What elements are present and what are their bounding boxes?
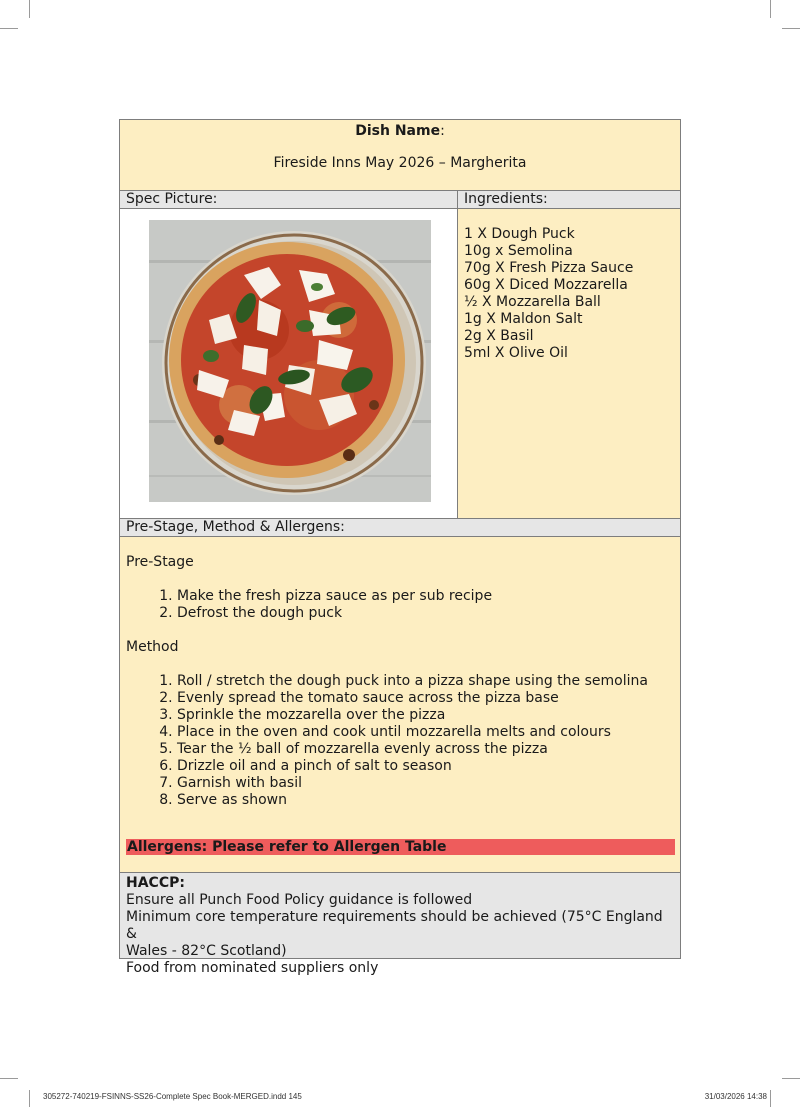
method-step: 6. Drizzle oil and a pinch of salt to season <box>177 758 674 775</box>
method-section-header: Pre-Stage, Method & Allergens: <box>120 519 680 537</box>
haccp-line: Ensure all Punch Food Policy guidance is followed <box>126 892 473 908</box>
crop-mark <box>0 28 18 29</box>
prestage-title: Pre-Stage <box>126 554 194 570</box>
prestage-step: 1. Make the fresh pizza sauce as per sub recipe <box>177 588 674 605</box>
ingredient-item: 70g X Fresh Pizza Sauce <box>464 260 634 276</box>
ingredient-item: ½ X Mozzarella Ball <box>464 294 601 310</box>
prestage-list <box>126 588 674 622</box>
method-step: 2. Evenly spread the tomato sauce across the pizza base <box>177 690 674 707</box>
prestage-step: 2. Defrost the dough puck <box>177 605 674 622</box>
footer-timestamp: 31/03/2026 14:38 <box>704 1092 767 1101</box>
haccp-title: HACCP: <box>126 875 185 891</box>
footer-file-info: 305272-740219-FSINNS-SS26-Complete Spec Book-MERGED.indd 145 <box>43 1092 302 1101</box>
ingredients-list <box>458 209 680 518</box>
method-step: 7. Garnish with basil <box>177 775 674 792</box>
spec-picture-header: Spec Picture: <box>120 191 458 208</box>
method-step: 3. Sprinkle the mozzarella over the pizza <box>177 707 674 724</box>
crop-mark <box>0 1078 18 1079</box>
picture-ingredients-row <box>120 209 680 519</box>
method-title: Method <box>126 639 179 655</box>
haccp-line: Food from nominated suppliers only <box>126 960 379 976</box>
method-step: 1. Roll / stretch the dough puck into a pizza shape using the semolina <box>177 673 674 690</box>
spec-picture-cell <box>120 209 458 518</box>
haccp-line: Wales - 82°C Scotland) <box>126 943 287 959</box>
method-step: 4. Place in the oven and cook until mozzarella melts and colours <box>177 724 674 741</box>
method-step: 8. Serve as shown <box>177 792 674 809</box>
ingredient-item: 2g X Basil <box>464 328 534 344</box>
spec-sheet <box>119 119 681 976</box>
ingredient-item: 60g X Diced Mozzarella <box>464 277 628 293</box>
crop-mark <box>770 1090 771 1107</box>
pizza-photo <box>149 220 431 502</box>
crop-mark <box>782 28 800 29</box>
method-section <box>120 537 680 873</box>
method-step: 5. Tear the ½ ball of mozzarella evenly across the pizza <box>177 741 674 758</box>
crop-mark <box>782 1078 800 1079</box>
ingredients-header: Ingredients: <box>464 191 548 207</box>
ingredient-item: 10g x Semolina <box>464 243 573 259</box>
picture-ingredients-header <box>120 191 680 209</box>
dish-name-label: Dish Name: <box>355 123 445 139</box>
haccp-section <box>120 873 680 976</box>
ingredient-item: 1 X Dough Puck <box>464 226 575 242</box>
method-list <box>126 673 674 809</box>
ingredient-item: 5ml X Olive Oil <box>464 345 568 361</box>
allergen-notice: Allergens: Please refer to Allergen Table <box>126 839 675 855</box>
dish-name-value: Fireside Inns May 2026 – Margherita <box>273 155 527 171</box>
crop-mark <box>29 1090 30 1107</box>
ingredient-item: 1g X Maldon Salt <box>464 311 583 327</box>
crop-mark <box>770 0 771 18</box>
crop-mark <box>29 0 30 18</box>
dish-name-row <box>120 120 680 191</box>
haccp-line: Minimum core temperature requirements should be achieved (75°C England & <box>126 909 663 942</box>
